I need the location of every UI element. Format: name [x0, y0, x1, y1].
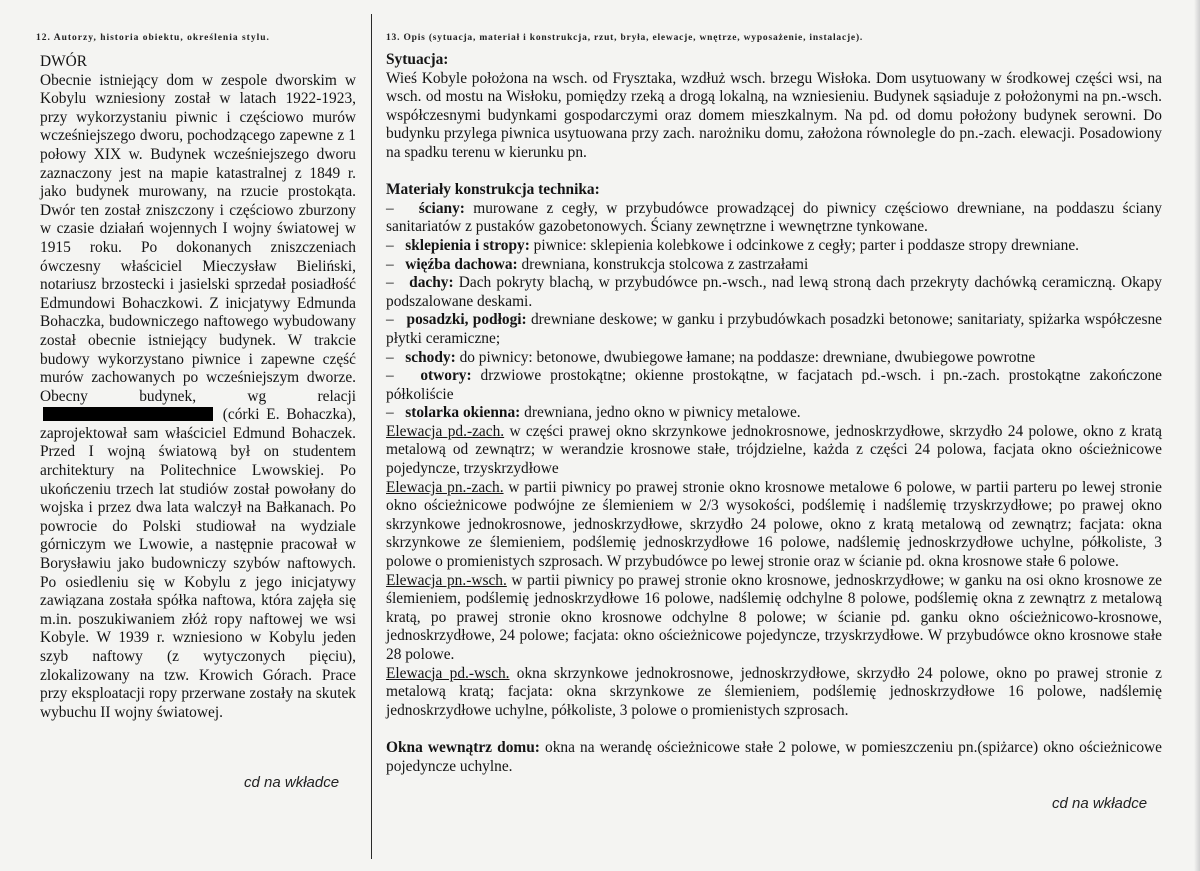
material-item: – sklepienia i stropy: piwnice: sklepienia kolebkowe i odcinkowe z cegły; parter i poddasze stropy drewniane. — [386, 236, 1080, 254]
material-term: ściany: — [418, 199, 465, 217]
material-item: – dachy: Dach pokryty blachą, w przybudówce pn.-wsch., nad lewą stroną dach przekryty dachówką ceramiczną. Okapy podszalowane deskami. — [386, 274, 1162, 310]
left-continued-note: cd na wkładce — [244, 774, 340, 791]
elevation-label: Elewacja pn.-zach. — [386, 478, 504, 496]
material-item: – posadzki, podłogi: drewniane deskowe; w ganku i przybudówkach posadzki betonowe; sanitariaty, spiżarka współczesne płytki ceramiczne; — [386, 311, 1162, 347]
material-item: – więźba dachowa: drewniana, konstrukcja stolcowa z zastrzałami — [386, 255, 809, 273]
history-paragraph-part1: Obecnie istniejący dom w zespole dworskim w Kobylu wzniesiony został w latach 1922-1923, przy wykorzystaniu piwnic i częściowo murów wcześniejszego dworu, pochodzącego zapewne z 1 połowy XIX w. Budynek wcześniejszego dworu zaznaczony jest na mapie katastralnej z 1849 r. jako budynek murowany, na rzucie prostokąta. Dwór ten został zniszczony i częściowo zburzony w czasie działań wojennych I wojny światowej w 1915 roku. Po dokonanych zniszczeniach ówczesny właściciel Mieczysław Bieliński, notariusz brzostecki i jasielski sprzedał posiadłość Edmundowi Bohaczkowi. Z inicjatywy Edmunda Bohaczka, budowniczego naftowego wybudowany został obecnie istniejący budynek. W trakcie budowy wykorzystano piwnice i zapewne część murów zachowanych po wcześniejszym dworze. Obecny budynek, wg relacji — [40, 71, 356, 405]
material-term: posadzki, podłogi: — [406, 311, 527, 329]
section-13-header: 13. Opis (sytuacja, materiał i konstrukcja, rzut, bryła, elewacje, wnętrze, wyposażenie, instalacje). — [386, 33, 864, 43]
elevation-paragraph: Elewacja pn.-wsch. w partii piwnicy po prawej stronie okno krosnowe, jednoskrzydłowe; w ganku na osi okno krosnowe ze ślemieniem, podślemię jednoskrzydłowe 16 polowe, nadślemię odchylne 8 polowe, podślemię okna z zewnątrz z metalową kratą, po prawej stronie okno krosnowe odchylne 8 polowe; w ścianie pd. ganku okno ościeżnicowo-krosnowe, jednoskrzydłowe, 24 polowe; facjata: okno ościeżnicowe pojedyncze, trzyskrzydłowe. W przybudówce okno krosnowe stałe 28 polowe. — [386, 571, 1162, 663]
elevation-paragraph: Elewacja pd.-zach. w części prawej okno skrzynkowe jednokrosnowe, jednoskrzydłowe, skrzydło 24 polowe, okno z kratą metalową od zewnątrz; w werandzie krosnowe stałe, trójdzielne, każda z części 24 polowa, facjata okno ościeżnicowe pojedyncze, trzyskrzydłowe — [386, 422, 1163, 478]
history-heading: DWÓR — [40, 53, 88, 70]
elevation-label: Elewacja pd.-wsch. — [386, 664, 510, 682]
material-item: – otwory: drzwiowe prostokątne; okienne prostokątne, w facjatach pd.-wsch. i pn.-zach. prostokątne zakończone półkoliście — [386, 367, 1163, 403]
elevation-paragraph: Elewacja pn.-zach. w partii piwnicy po prawej stronie okno krosnowe metalowe 6 polowe, w partii parteru po lewej stronie okno ościeżnicowe podwójne ze ślemieniem w 2/3 wysokości, podślemię i nadślemię trzyskrzydłowe; po prawej okno skrzynkowe jednokrosnowe, jednoskrzydłowe, skrzydło 24 polowe, okno z kratą metalową od zewnątrz; facjata: okna skrzynkowe ze ślemieniem, podślemię jednoskrzydłowe 16 polowe, nadślemię jednoskrzydłowe uchylne, półkoliste, 3 polowe o promienistych szprosach. W przybudówce po lewej stronie oraz w ścianie pd. okna krosnowe stałe 6 polowe. — [386, 478, 1162, 571]
interior-windows-title: Okna wewnątrz domu: — [386, 738, 540, 756]
elevation-label: Elewacja pn.-wsch. — [386, 571, 507, 589]
material-term: dachy: — [409, 274, 454, 292]
material-term: otwory: — [420, 367, 472, 385]
section-12-header: 12. Autorzy, historia obiektu, określenia stylu. — [36, 33, 270, 43]
interior-windows-paragraph: Okna wewnątrz domu: okna na werandę ościeżnicowe stałe 2 polowe, w pomieszczeniu pn.(spiżarce) okno ościeżnicowe pojedyncze uchylne. — [386, 738, 1162, 775]
material-item: – stolarka okienna: drewniana, jedno okno w piwnicy metalowe. — [386, 404, 801, 422]
history-text — [40, 53, 356, 722]
column-divider — [371, 14, 372, 859]
history-paragraph-part2: (córki E. Bohaczka), zaprojektował sam właściciel Edmund Bohaczek. Przed I wojną światową był on studentem architektury na Politechnice Lwowskiej. Po ukończeniu trzech lat studiów został powołany do wojska i przez dwa lata walczył na Bałkanach. Po powrocie do Polski studiował na wydziale górniczym we Lwowie, a następnie pracował w Borysławiu jako budowniczy szybów naftowych. Po osiedleniu się w Kobylu z jego inicjatywy zawiązana została spółka naftowa, która zajęła się m.in. poszukiwaniem złóż ropy naftowej we wsi Kobyle. W 1939 r. wzniesiono w Kobylu jeden szyb naftowy (z wytyczonych pięciu), zlokalizowany na tzw. Krowich Górach. Prace przy eksploatacji ropy przerwane zostały na skutek wybuchu II wojny światowej. — [40, 406, 356, 721]
elevation-paragraph: Elewacja pd.-wsch. okna skrzynkowe jednokrosnowe, jednoskrzydłowe, skrzydło 24 polowe, okno po prawej stronie z metalową kratą; facjata: okna skrzynkowe ze ślemieniem, podślemię jednoskrzydłowe 16 polowe, nadślemię jednoskrzydłowe uchylne, półkoliste, 3 polowe o promienistych szprosach. — [386, 664, 1162, 719]
material-term: schody: — [405, 348, 456, 366]
right-continued-note: cd na wkładce — [1052, 795, 1148, 812]
scan-edge — [1194, 0, 1200, 871]
situation-text: Wieś Kobyle położona na wsch. od Frysztaka, wzdłuż wsch. brzegu Wisłoka. Dom usytuowany w środkowej części wsi, na wsch. od mostu na Wisłoku, pomiędzy rzeką a drogą lokalną, na wzniesieniu. Budynek sąsiaduje z położonymi na pn.-wsch. współczesnymi budynkami gospodarczymi oraz domem mieszkalnym. Na pd. od domu położony budynek serowni. Do budynku przylega piwnica usytuowana przy zach. narożniku domu, założona równolegle do pn.-zach. elewacji. Posadowiony na spadku terenu w kierunku pn. — [386, 69, 1162, 161]
material-item: – schody: do piwnicy: betonowe, dwubiegowe łamane; na poddasze: drewniane, dwubiegowe powrotne — [386, 348, 1036, 366]
material-item: – ściany: murowane z cegły, w przybudówce prowadzącej do piwnicy częściowo drewniane, na poddaszu ściany sanitariatów z pustaków gazobetonowych. Ściany zewnętrzne i wewnętrzne tynkowane. — [386, 199, 1163, 236]
description-body — [386, 51, 1162, 776]
materials-title: Materiały konstrukcja technika: — [386, 181, 600, 199]
elevation-label: Elewacja pd.-zach. — [386, 422, 505, 440]
material-term: więźba dachowa: — [405, 255, 518, 273]
material-term: stolarka okienna: — [405, 404, 521, 422]
material-term: sklepienia i stropy: — [405, 236, 530, 254]
redacted-name-block — [43, 407, 213, 421]
situation-title: Sytuacja: — [386, 51, 449, 68]
